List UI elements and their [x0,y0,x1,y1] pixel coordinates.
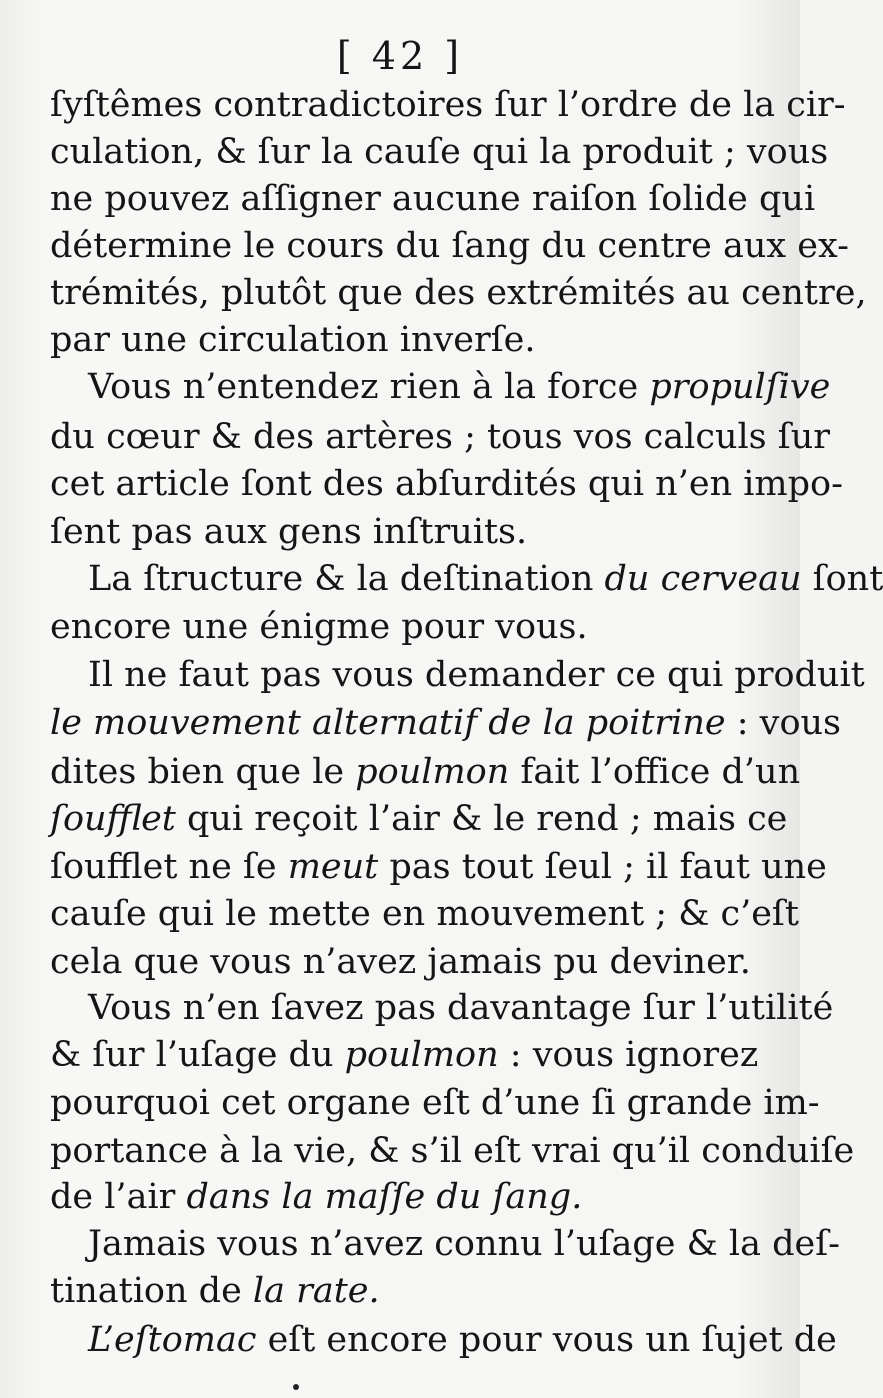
italic-text: dans la maſſe du ſang. [186,1177,583,1217]
text-line [50,1083,820,1123]
text-segment: & ſur l’uſage du [50,1035,345,1075]
text-segment: ſoufflet ne ſe [50,847,288,887]
text-line [88,559,883,599]
italic-text: le mouvement alternatif de la poitrine [50,703,726,743]
text-line [50,464,843,504]
italic-text: L’eſtomac [88,1320,257,1360]
text-segment: Jamais vous n’avez connu l’uſage & la deſ- [88,1224,841,1264]
text-segment: du cœur & des artères ; tous vos calculs ſur [50,417,830,457]
text-segment: ſont [801,559,883,599]
text-segment: portance à la vie, & s’il eſt vrai qu’il conduiſe [50,1131,855,1171]
text-segment: eſt encore pour vous un ſujet de [256,1320,837,1360]
text-line [50,179,816,219]
italic-text: du cerveau [604,559,802,599]
text-segment: culation, & ſur la cauſe qui la produit ; vous [50,132,829,172]
text-line [88,1320,837,1360]
text-line [50,1271,380,1311]
text-segment: Vous n’en ſavez pas davantage ſur l’utilité [88,988,834,1028]
text-segment: cet article ſont des abſurdités qui n’en impo- [50,464,843,504]
text-line [50,847,827,887]
text-line [88,367,831,407]
text-line [50,942,751,982]
text-line [50,1131,855,1171]
text-line [50,273,867,313]
text-line [50,1177,583,1217]
text-segment: ne pouvez aſſigner aucune raiſon ſolide qui [50,179,816,219]
text-segment: La ſtructure & la deſtination [88,559,605,599]
italic-text: poulmon [344,1035,499,1075]
text-line [50,703,842,743]
text-line [50,320,536,360]
text-segment: qui reçoit l’air & le rend ; mais ce [175,799,788,839]
text-line [50,226,849,266]
text-segment: ſyſtêmes contradictoires ſur l’ordre de la cir- [50,85,846,125]
page-number: [ 42 ] [336,34,464,78]
text-segment: tination de [50,1271,253,1311]
text-line [50,132,829,172]
italic-text: meut [287,847,379,887]
text-segment: : vous ignorez [498,1035,759,1075]
ink-speck [293,1384,299,1390]
text-segment: par une circulation inverſe. [50,320,536,360]
text-segment: ſent pas aux gens inſtruits. [50,512,528,552]
text-segment: dites bien que le [50,752,356,792]
text-segment: cela que vous n’avez jamais pu deviner. [50,942,751,982]
text-line [50,607,588,647]
text-segment: Il ne faut pas vous demander ce qui produit [88,655,865,695]
text-segment: détermine le cours du ſang du centre aux ex- [50,226,849,266]
text-segment: cauſe qui le mette en mouvement ; & c’eſt [50,894,799,934]
italic-text: poulmon [355,752,510,792]
text-segment: : vous [725,703,842,743]
text-segment: encore une énigme pour vous. [50,607,588,647]
text-segment: trémités, plutôt que des extrémités au centre, [50,273,867,313]
text-segment: pas tout ſeul ; il faut une [378,847,827,887]
italic-text: la rate. [252,1271,380,1311]
text-segment: Vous n’entendez rien à la force [88,367,650,407]
text-line [50,894,799,934]
text-segment: pourquoi cet organe eſt d’une ſi grande im- [50,1083,820,1123]
text-line [50,752,801,792]
text-line [50,799,788,839]
text-segment: de l’air [50,1177,187,1217]
text-segment: fait l’office d’un [509,752,801,792]
text-line [88,655,865,695]
text-line [50,512,528,552]
italic-text: propulſive [649,367,831,407]
text-line [50,417,830,457]
text-line [88,988,834,1028]
text-line [50,1035,759,1075]
text-line [88,1224,841,1264]
text-line [50,85,846,125]
italic-text: ſoufflet [50,799,176,839]
